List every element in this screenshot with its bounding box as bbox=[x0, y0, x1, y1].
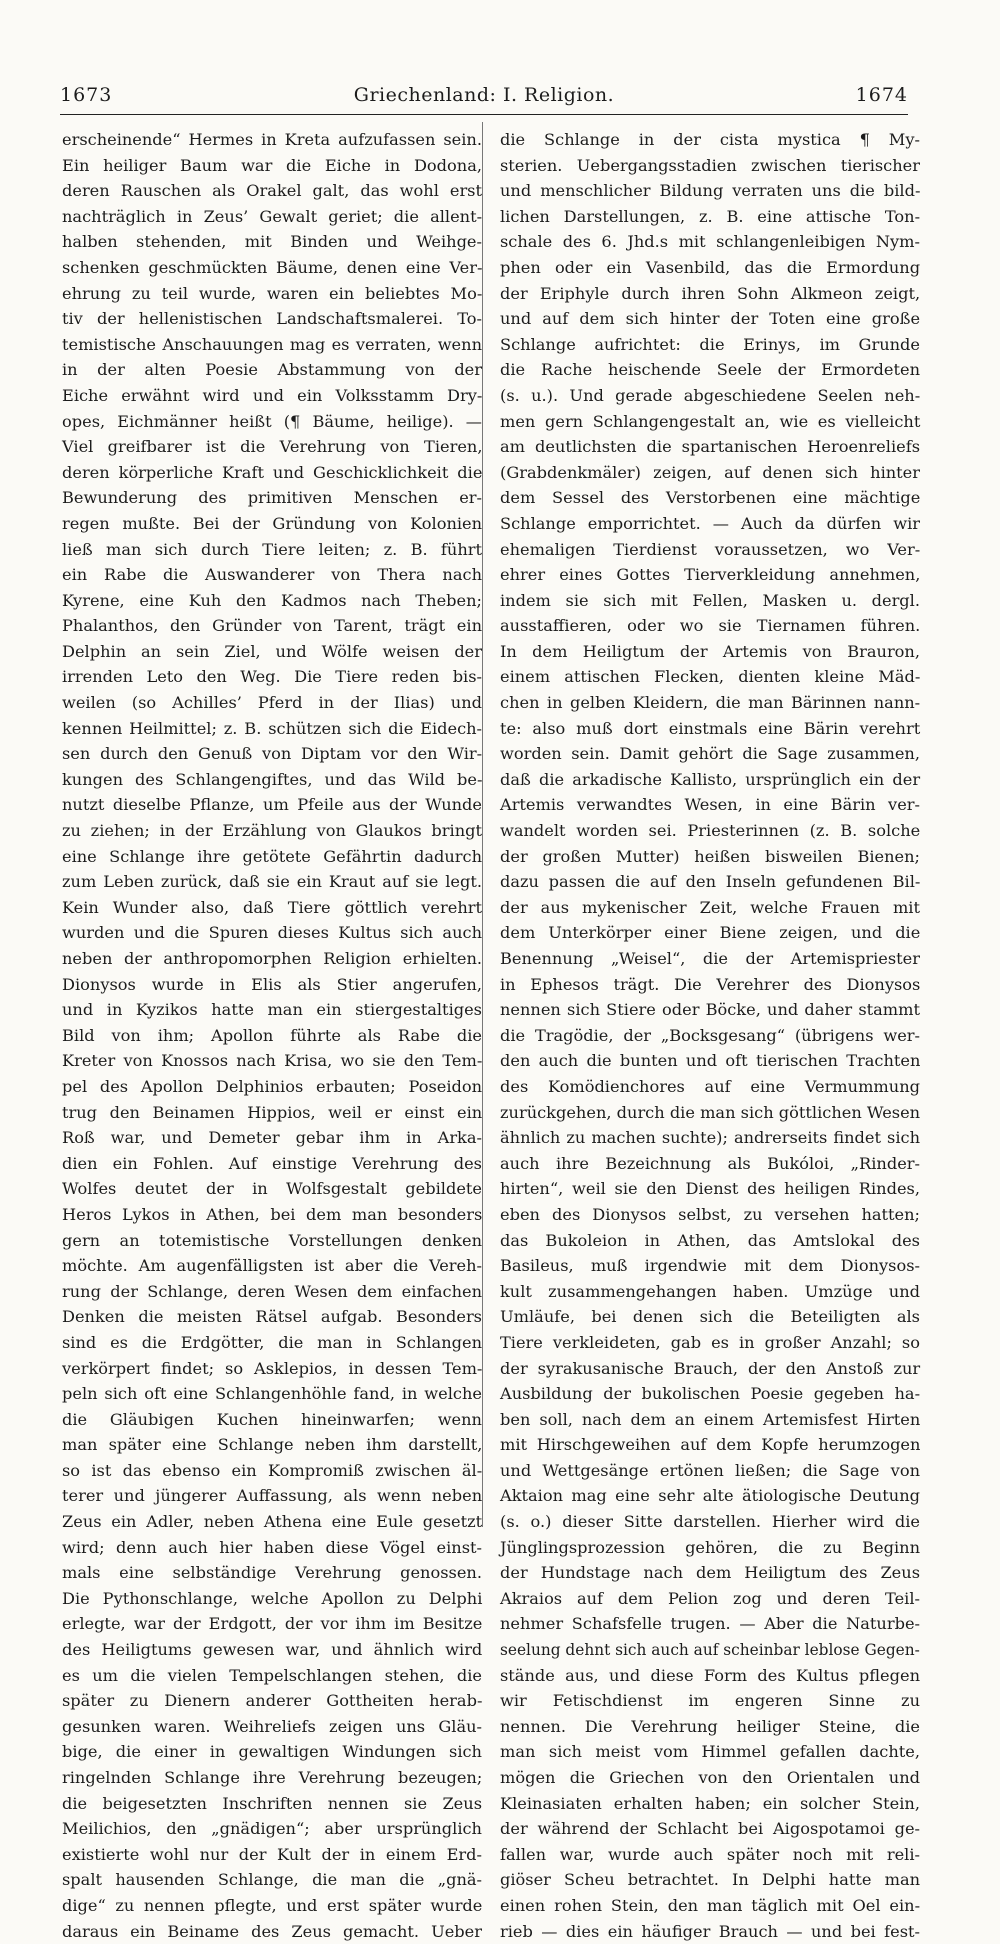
text-line: Phalanthos, den Gründer von Tarent, trägt ein bbox=[62, 616, 482, 636]
text-line: eine Schlange ihre getötete Gefährtin dadurch bbox=[62, 846, 483, 866]
text-line: Kein Wunder also, daß Tiere göttlich verehrt bbox=[62, 897, 482, 917]
text-line: so ist das ebenso ein Kompromiß zwischen äl- bbox=[62, 1460, 483, 1480]
text-line: ringelnden Schlange ihre Verehrung bezeugen; bbox=[62, 1768, 483, 1787]
text-line: Ein heiliger Baum war die Eiche in Dodona, bbox=[62, 155, 482, 175]
text-line: erscheinende“ Hermes in Kreta aufzufassen sein. bbox=[62, 130, 483, 149]
text-line: peln sich oft eine Schlangenhöhle fand, in welche bbox=[62, 1384, 482, 1404]
text-line: den auch die bunten und oft tierischen Trachten bbox=[500, 1051, 921, 1071]
text-line: Artemis verwandtes Wesen, in eine Bärin ver- bbox=[500, 795, 920, 815]
text-line: ehemaligen Tierdienst voraussetzen, wo Ver- bbox=[500, 539, 921, 559]
right-column bbox=[500, 127, 920, 1944]
text-line: Kreter von Knossos nach Krisa, wo sie den Tem- bbox=[62, 1051, 483, 1071]
text-line: dien ein Fohlen. Auf einstige Verehrung des bbox=[62, 1153, 482, 1173]
text-line: existierte wohl nur der Kult der in einem Erd- bbox=[62, 1844, 482, 1864]
text-line: die beigesetzten Inschriften nennen sie Zeus bbox=[62, 1793, 482, 1813]
text-line: sen durch den Genuß von Diptam vor den Wir- bbox=[62, 744, 483, 764]
text-line: giöser Scheu betrachtet. In Delphi hatte man bbox=[500, 1870, 921, 1890]
text-line: (s. u.). Und gerade abgeschiedene Seelen neh- bbox=[500, 385, 921, 405]
text-line: Viel greifbarer ist die Verehrung von Tieren, bbox=[62, 437, 483, 457]
text-line: lichen Darstellungen, z. B. eine attische Ton- bbox=[500, 206, 921, 226]
text-line: temistische Anschauungen mag es verraten, wenn bbox=[62, 334, 482, 354]
text-line: daraus ein Beiname des Zeus gemacht. Ueber bbox=[62, 1921, 482, 1941]
text-line: neben der anthropomorphen Religion erhielten. bbox=[62, 949, 483, 968]
text-line: opes, Eichmänner heißt (¶ Bäume, heilige). — bbox=[62, 411, 482, 431]
text-line: kungen des Schlangengiftes, und das Wild be- bbox=[62, 769, 483, 789]
text-line: der während der Schlacht bei Aigospotamoi ge- bbox=[500, 1819, 921, 1839]
text-line: halben stehenden, mit Binden und Weihge- bbox=[62, 232, 482, 252]
text-line: ausstaffieren, oder wo sie Tiernamen führen. bbox=[500, 616, 921, 636]
text-line: später zu Dienern anderer Gottheiten herab- bbox=[62, 1691, 483, 1711]
text-line: nutzt dieselbe Pflanze, um Pfeile aus der Wunde bbox=[62, 795, 482, 815]
text-line: chen in gelben Kleidern, die man Bärinnen nann- bbox=[500, 693, 921, 713]
text-line: (s. o.) dieser Sitte darstellen. Hierher wird die bbox=[500, 1512, 920, 1532]
text-line: einen rohen Stein, den man täglich mit Oel ein- bbox=[500, 1895, 921, 1915]
text-line: zurückgehen, durch die man sich göttlichen Wesen bbox=[500, 1102, 921, 1122]
text-line: die Schlange in der cista mystica ¶ My- bbox=[500, 130, 920, 149]
text-line: zum Leben zurück, daß sie ein Kraut auf sie legt. bbox=[62, 872, 482, 892]
text-line: kennen Heilmittel; z. B. schützen sich die Eidech- bbox=[62, 718, 483, 738]
text-line: In dem Heiligtum der Artemis von Brauron, bbox=[500, 641, 920, 661]
text-line: worden sein. Damit gehört die Sage zusammen, bbox=[500, 744, 920, 764]
text-line: Dionysos wurde in Elis als Stier angerufen, bbox=[62, 974, 482, 994]
text-line: der großen Mutter) heißen bisweilen Bienen; bbox=[500, 846, 920, 866]
text-line: ähnlich zu machen suchte); andrerseits findet sich bbox=[500, 1128, 920, 1148]
text-line: kult zusammengehangen haben. Umzüge und bbox=[500, 1281, 920, 1301]
text-line: sterien. Uebergangsstadien zwischen tierischer bbox=[500, 155, 920, 175]
text-line: des Komödienchores auf eine Vermummung bbox=[500, 1076, 920, 1096]
column-divider bbox=[482, 122, 483, 1527]
text-line: einem attischen Flecken, dienten kleine Mäd- bbox=[500, 667, 921, 687]
text-line: das Bukoleion in Athen, das Amtslokal des bbox=[500, 1230, 920, 1250]
text-line: und Wettgesänge ertönen ließen; die Sage von bbox=[500, 1460, 920, 1480]
text-line: wurden und die Spuren dieses Kultus sich auch bbox=[62, 923, 482, 943]
text-line: man sich meist vom Himmel gefallen dachte, bbox=[500, 1742, 920, 1762]
text-line: Denken die meisten Rätsel aufgab. Besonders bbox=[62, 1307, 482, 1327]
text-line: dem Sessel des Verstorbenen eine mächtige bbox=[500, 488, 921, 508]
text-line: die Rache heischende Seele der Ermordeten bbox=[500, 360, 920, 380]
text-line: mals eine selbständige Verehrung genossen. bbox=[62, 1563, 482, 1583]
text-line: Aktaion mag eine sehr alte ätiologische Deutung bbox=[500, 1486, 920, 1506]
text-line: pel des Apollon Delphinios erbauten; Poseidon bbox=[62, 1076, 483, 1096]
text-line: schale des 6. Jhd.s mit schlangenleibigen Nym- bbox=[500, 232, 920, 252]
text-line: Schlange emporrichtet. — Auch da dürfen wir bbox=[500, 513, 920, 533]
text-line: Bewunderung des primitiven Menschen er- bbox=[62, 488, 482, 508]
text-line: eben des Dionysos selbst, zu versehen hatten; bbox=[500, 1204, 920, 1224]
text-line: wandelt worden sei. Priesterinnen (z. B. solche bbox=[500, 821, 921, 841]
text-line: man später eine Schlange neben ihm darstellt, bbox=[62, 1435, 483, 1455]
text-line: und menschlicher Bildung verraten uns die bild- bbox=[500, 181, 921, 201]
text-line: Ausbildung der bukolischen Poesie gegeben ha- bbox=[500, 1384, 921, 1404]
text-line: weilen (so Achilles’ Pferd in der Ilias) und bbox=[62, 693, 482, 713]
text-line: auch ihre Bezeichnung als Bukóloi, „Rinder- bbox=[500, 1153, 920, 1173]
text-line: deren körperliche Kraft und Geschicklichkeit die bbox=[62, 462, 483, 482]
text-line: Tiere verkleideten, gab es in großer Anzahl; so bbox=[500, 1332, 920, 1352]
running-header bbox=[60, 84, 908, 115]
text-line: ehrer eines Gottes Tierverkleidung annehmen, bbox=[500, 565, 921, 585]
text-line: am deutlichsten die spartanischen Heroenreliefs bbox=[500, 437, 920, 457]
text-line: der Eriphyle durch ihren Sohn Alkmeon zeigt, bbox=[500, 283, 921, 303]
text-line: deren Rauschen als Orakel galt, das wohl erst bbox=[62, 181, 482, 201]
text-line: in Ephesos trägt. Die Verehrer des Dionysos bbox=[500, 974, 921, 994]
text-line: nehmer Schafsfelle trugen. — Aber die Naturbe- bbox=[500, 1614, 920, 1634]
text-line: der Hundstage nach dem Heiligtum des Zeus bbox=[500, 1563, 920, 1583]
text-line: Kleinasiaten erhalten haben; ein solcher Stein, bbox=[500, 1793, 920, 1813]
text-line: seelung dehnt sich auch auf scheinbar leblose Gegen- bbox=[500, 1640, 920, 1660]
text-line: ehrung zu teil wurde, waren ein beliebtes Mo- bbox=[62, 283, 483, 303]
text-line: Kyrene, eine Kuh den Kadmos nach Theben; bbox=[62, 590, 482, 610]
text-line: Bild von ihm; Apollon führte als Rabe die bbox=[62, 1025, 482, 1045]
text-line: und in Kyzikos hatte man ein stiergestaltiges bbox=[62, 1000, 482, 1020]
text-line: schenken geschmückten Bäume, denen eine Ver- bbox=[62, 257, 483, 277]
text-line: phen oder ein Vasenbild, das die Ermordung bbox=[500, 257, 921, 277]
text-line: fallen war, wurde auch später noch mit reli- bbox=[500, 1844, 920, 1864]
text-line: nachträglich in Zeus’ Gewalt geriet; die allent- bbox=[62, 206, 483, 226]
text-line: in der alten Poesie Abstammung von der bbox=[62, 360, 482, 380]
text-line: nennen sich Stiere oder Böcke, und daher stammt bbox=[500, 1000, 920, 1020]
text-line: Basileus, muß irgendwie mit dem Dionysos- bbox=[500, 1256, 920, 1276]
text-line: Wolfes deutet der in Wolfsgestalt gebildete bbox=[62, 1179, 482, 1199]
text-line: erlegte, war der Erdgott, der vor ihm im Besitze bbox=[62, 1614, 483, 1634]
text-line: Zeus ein Adler, neben Athena eine Eule gesetzt bbox=[62, 1512, 483, 1532]
left-column bbox=[62, 127, 482, 1944]
text-line: Delphin an sein Ziel, und Wölfe weisen der bbox=[62, 641, 482, 661]
text-line: indem sie sich mit Fellen, Masken u. dergl. bbox=[500, 590, 920, 610]
text-line: mit Hirschgeweihen auf dem Kopfe herumzogen bbox=[500, 1435, 921, 1455]
text-line: Benennung „Weisel“, die der Artemispriester bbox=[500, 949, 920, 968]
text-line: ben soll, nach dem an einem Artemisfest Hirten bbox=[500, 1409, 921, 1429]
text-line: der aus mykenischer Zeit, welche Frauen mit bbox=[500, 897, 920, 917]
text-line: Meilichios, den „gnädigen“; aber ursprünglich bbox=[62, 1819, 482, 1839]
page-number-left: 1673 bbox=[60, 84, 113, 106]
text-line: die Gläubigen Kuchen hineinwarfen; wenn bbox=[62, 1409, 482, 1429]
text-line: trug den Beinamen Hippios, weil er einst ein bbox=[62, 1102, 483, 1122]
page-number-right: 1674 bbox=[855, 84, 908, 106]
text-line: (Grabdenkmäler) zeigen, auf denen sich hinter bbox=[500, 462, 920, 482]
text-line: daß die arkadische Kallisto, ursprünglich ein der bbox=[500, 769, 921, 789]
text-line: Die Pythonschlange, welche Apollon zu Delphi bbox=[62, 1588, 483, 1608]
text-line: men gern Schlangengestalt an, wie es vielleicht bbox=[500, 411, 921, 431]
text-line: Akraios auf dem Pelion zog und deren Teil- bbox=[500, 1588, 920, 1608]
text-line: und auf dem sich hinter der Toten eine große bbox=[500, 309, 921, 329]
text-line: Heros Lykos in Athen, bei dem man besonders bbox=[62, 1204, 483, 1224]
text-line: ein Rabe die Auswanderer von Thera nach bbox=[62, 565, 482, 585]
text-line: tiv der hellenistischen Landschaftsmalerei. To- bbox=[62, 309, 483, 329]
text-line: Schlange aufrichtet: die Erinys, im Grunde bbox=[500, 334, 920, 354]
text-line: te: also muß dort einstmals eine Bärin verehrt bbox=[500, 718, 921, 738]
text-line: hirten“, weil sie den Dienst des heiligen Rindes, bbox=[500, 1179, 920, 1199]
text-line: Roß war, und Demeter gebar ihm in Arka- bbox=[62, 1128, 482, 1148]
text-line: stände aus, und diese Form des Kultus pflegen bbox=[500, 1665, 920, 1685]
text-line: rung der Schlange, deren Wesen dem einfachen bbox=[62, 1281, 482, 1301]
text-line: wird; denn auch hier haben diese Vögel einst- bbox=[62, 1537, 482, 1557]
text-line: gesunken waren. Weihreliefs zeigen uns Gläu- bbox=[62, 1716, 482, 1736]
text-line: die Tragödie, der „Bocksgesang“ (übrigens wer- bbox=[500, 1025, 920, 1045]
text-line: ließ man sich durch Tiere leiten; z. B. führt bbox=[62, 539, 482, 559]
text-line: zu ziehen; in der Erzählung von Glaukos bringt bbox=[62, 821, 482, 841]
text-line: möchte. Am augenfälligsten ist aber die Vereh- bbox=[62, 1256, 482, 1276]
text-line: Jünglingsprozession gehören, die zu Beginn bbox=[500, 1537, 920, 1557]
text-line: nennen. Die Verehrung heiliger Steine, die bbox=[500, 1716, 920, 1736]
text-line: irrenden Leto den Weg. Die Tiere reden bis- bbox=[62, 667, 483, 687]
text-line: Umläufe, bei denen sich die Beteiligten als bbox=[500, 1307, 920, 1327]
text-line: terer und jüngerer Auffassung, als wenn neben bbox=[62, 1486, 483, 1506]
running-title: Griechenland: I. Religion. bbox=[353, 84, 615, 106]
text-line: rieb — dies ein häufiger Brauch — und bei fest- bbox=[500, 1921, 920, 1941]
text-line: es um die vielen Tempelschlangen stehen, die bbox=[62, 1665, 482, 1685]
text-line: sind es die Erdgötter, die man in Schlangen bbox=[62, 1332, 482, 1352]
text-line: spalt hausenden Schlange, die man die „gnä- bbox=[62, 1870, 482, 1890]
text-line: gern an totemistische Vorstellungen denken bbox=[62, 1230, 482, 1250]
text-line: bige, die einer in gewaltigen Windungen sich bbox=[62, 1742, 482, 1762]
text-line: wir Fetischdienst im engeren Sinne zu bbox=[500, 1691, 920, 1711]
text-line: der syrakusanische Brauch, der den Anstoß zur bbox=[500, 1358, 921, 1378]
text-line: dem Unterkörper einer Biene zeigen, und die bbox=[500, 923, 921, 943]
text-line: Eiche erwähnt wird und ein Volksstamm Dry- bbox=[62, 385, 483, 405]
text-line: regen mußte. Bei der Gründung von Kolonien bbox=[62, 513, 483, 533]
text-line: dazu passen die auf den Inseln gefundenen Bil- bbox=[500, 872, 921, 892]
text-line: verkörpert findet; so Asklepios, in dessen Tem- bbox=[62, 1358, 483, 1378]
text-line: dige“ zu nennen pflegte, und erst später wurde bbox=[62, 1895, 483, 1915]
text-line: des Heiligtums gewesen war, und ähnlich wird bbox=[62, 1640, 483, 1660]
text-line: mögen die Griechen von den Orientalen und bbox=[500, 1768, 920, 1787]
